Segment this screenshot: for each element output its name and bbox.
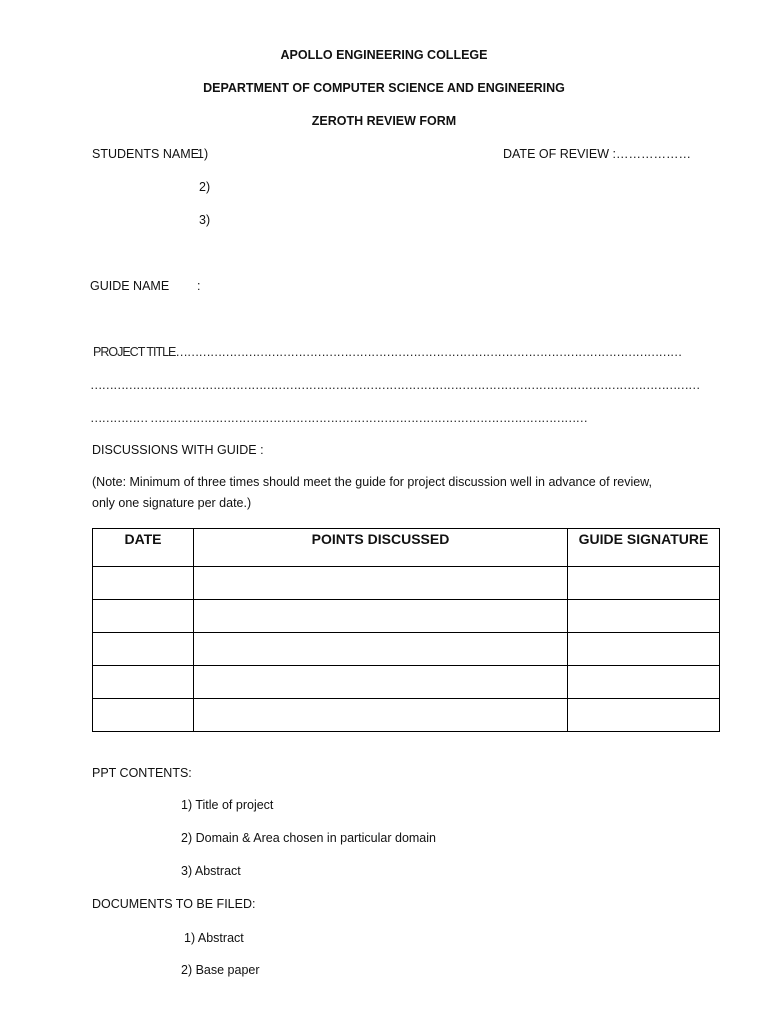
- student-1-number: 1): [197, 147, 209, 161]
- date-cell: [93, 666, 194, 699]
- table-row: [93, 699, 720, 732]
- project-title-line-2: ……………………………………………………………………………………………………………………………………………: [90, 378, 700, 392]
- date-cell: [93, 699, 194, 732]
- table-row: [93, 666, 720, 699]
- date-cell: [93, 567, 194, 600]
- students-name-label: STUDENTS NAME: [92, 147, 199, 161]
- points-discussed-column-header: POINTS DISCUSSED: [194, 529, 568, 567]
- guide-signature-column-header: GUIDE SIGNATURE: [568, 529, 720, 567]
- document-item-2: 2) Base paper: [181, 963, 260, 977]
- form-title: ZEROTH REVIEW FORM: [311, 114, 457, 128]
- table-row: [93, 633, 720, 666]
- college-name: APOLLO ENGINEERING COLLEGE: [280, 48, 488, 62]
- ppt-contents-heading: PPT CONTENTS:: [92, 766, 192, 780]
- ppt-item-2: 2) Domain & Area chosen in particular domain: [181, 831, 436, 845]
- documents-heading: DOCUMENTS TO BE FILED:: [92, 897, 256, 911]
- date-cell: [93, 633, 194, 666]
- student-2-number: 2): [199, 180, 211, 194]
- signature-cell: [568, 633, 720, 666]
- points-cell: [194, 600, 568, 633]
- date-cell: [93, 600, 194, 633]
- points-cell: [194, 666, 568, 699]
- department-name: DEPARTMENT OF COMPUTER SCIENCE AND ENGINEERING: [203, 81, 565, 95]
- guide-name-label: GUIDE NAME: [90, 279, 170, 293]
- signature-cell: [568, 699, 720, 732]
- student-3-number: 3): [199, 213, 211, 227]
- points-cell: [194, 633, 568, 666]
- ppt-item-3: 3) Abstract: [181, 864, 241, 878]
- guide-name-colon: :: [197, 279, 201, 293]
- discussions-heading: DISCUSSIONS WITH GUIDE :: [92, 443, 264, 457]
- date-column-header: DATE: [93, 529, 194, 567]
- signature-cell: [568, 567, 720, 600]
- project-title-line-1: PROJECT TITLE……………………………………………………………………………………………………………………: [93, 345, 682, 359]
- points-cell: [194, 567, 568, 600]
- note-line-2: only one signature per date.): [92, 496, 252, 510]
- document-item-1: 1) Abstract: [184, 931, 244, 945]
- signature-cell: [568, 600, 720, 633]
- date-of-review-field: DATE OF REVIEW :………………: [503, 147, 691, 161]
- points-cell: [194, 699, 568, 732]
- discussion-table: [92, 528, 720, 732]
- project-title-line-3: …………… ……………………………………………………………………………………………………: [90, 411, 587, 425]
- signature-cell: [568, 666, 720, 699]
- table-header-row: [93, 529, 720, 567]
- table-row: [93, 567, 720, 600]
- table-row: [93, 600, 720, 633]
- ppt-item-1: 1) Title of project: [181, 798, 274, 812]
- note-line-1: (Note: Minimum of three times should meet the guide for project discussion well in advance of review,: [92, 475, 652, 489]
